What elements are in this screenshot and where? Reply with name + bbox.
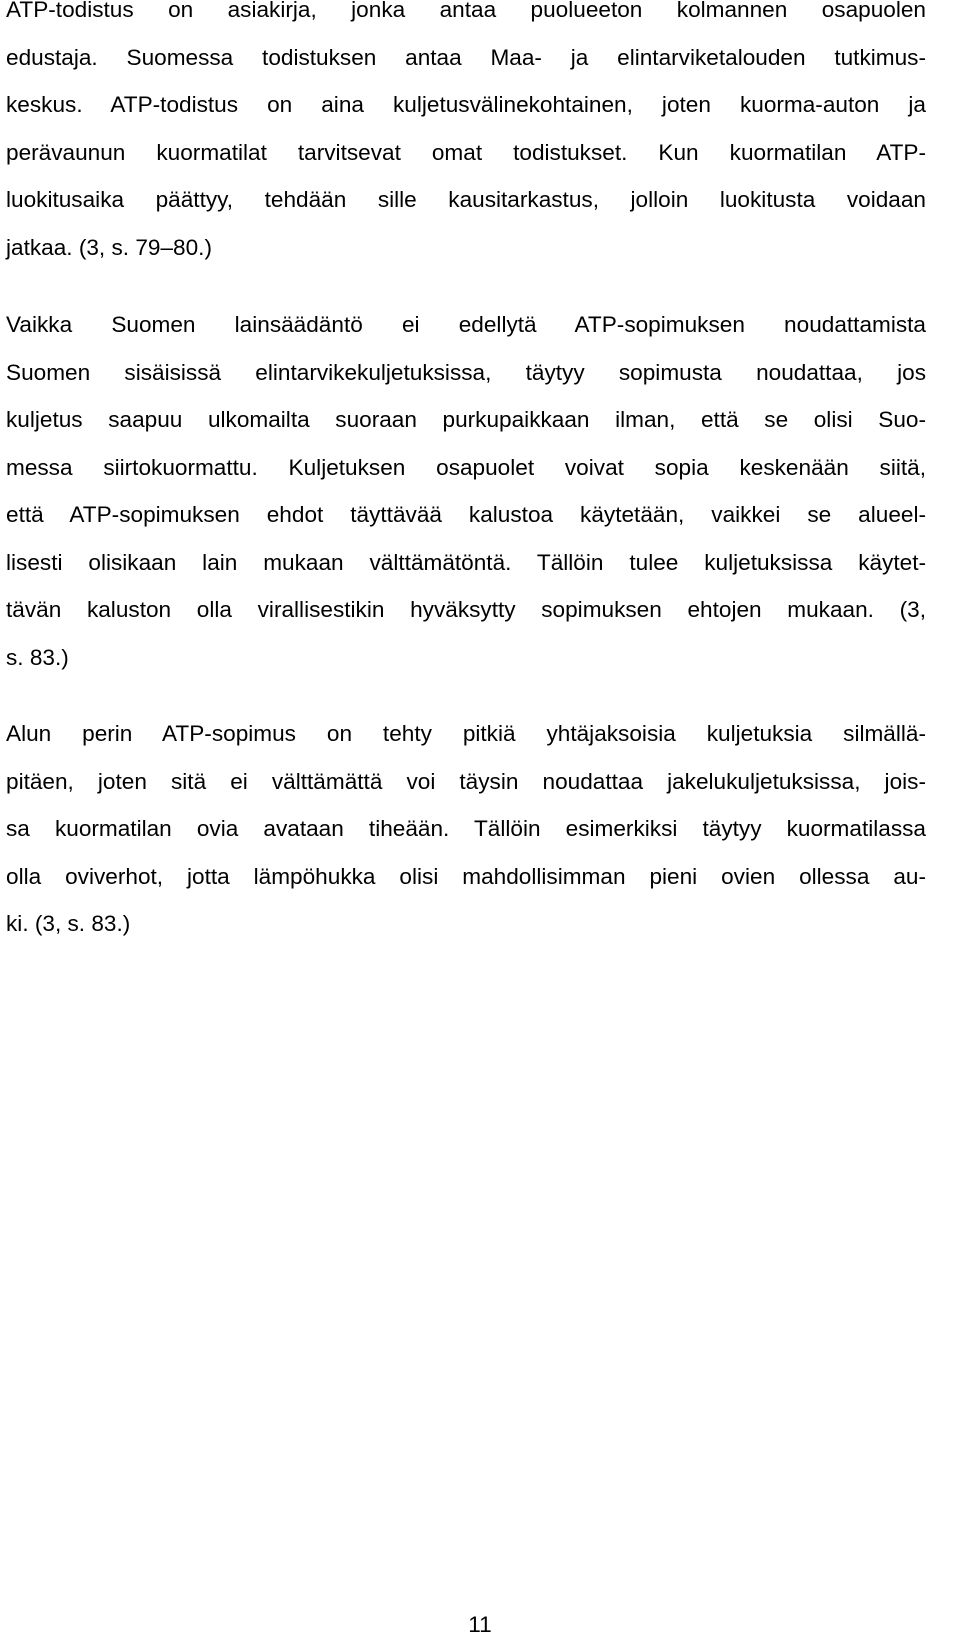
- page-number: 11: [468, 1612, 492, 1637]
- text-line: kuljetus saapuu ulkomailta suoraan purkupaikkaan ilman, että se olisi Suo-: [6, 407, 926, 432]
- text-line: keskus. ATP-todistus on aina kuljetusvälinekohtainen, joten kuorma-auton ja: [6, 92, 926, 117]
- paragraph-finnish-legislation: [6, 301, 926, 681]
- text-line: Alun perin ATP-sopimus on tehty pitkiä yhtäjaksoisia kuljetuksia silmällä-: [6, 721, 926, 746]
- text-line: lisesti olisikaan lain mukaan välttämätöntä. Tällöin tulee kuljetuksissa käytet-: [6, 549, 926, 575]
- text-line: tävän kaluston olla virallisestikin hyväksytty sopimuksen ehtojen mukaan. (3,: [6, 597, 926, 622]
- text-line: ATP-todistus on asiakirja, jonka antaa puolueeton kolmannen osapuolen: [6, 0, 926, 22]
- text-line: edustaja. Suomessa todistuksen antaa Maa- ja elintarviketalouden tutkimus-: [6, 44, 926, 70]
- text-line: että ATP-sopimuksen ehdot täyttävää kalustoa käytetään, vaikkei se alueel-: [6, 502, 926, 527]
- text-line: Suomen sisäisissä elintarvikekuljetuksissa, täytyy sopimusta noudattaa, jos: [6, 359, 926, 385]
- text-line: messa siirtokuormattu. Kuljetuksen osapuolet voivat sopia keskenään siitä,: [6, 454, 926, 480]
- text-line: perävaunun kuormatilat tarvitsevat omat todistukset. Kun kuormatilan ATP-: [6, 139, 926, 165]
- text-line: olla oviverhot, jotta lämpöhukka olisi mahdollisimman pieni ovien ollessa au-: [6, 863, 926, 889]
- text-line: Vaikka Suomen lainsäädäntö ei edellytä ATP-sopimuksen noudattamista: [6, 312, 926, 337]
- text-line: s. 83.): [6, 644, 69, 670]
- paragraph-atp-certificate: [6, 0, 926, 271]
- text-line: ki. (3, s. 83.): [6, 911, 131, 936]
- text-line: luokitusaika päättyy, tehdään sille kausitarkastus, jolloin luokitusta voidaan: [6, 187, 926, 212]
- text-line: pitäen, joten sitä ei välttämättä voi täysin noudattaa jakelukuljetuksissa, jois-: [6, 768, 926, 794]
- text-line: jatkaa. (3, s. 79–80.): [6, 234, 212, 260]
- text-line: sa kuormatilan ovia avataan tiheään. Tällöin esimerkiksi täytyy kuormatilassa: [6, 816, 926, 841]
- paragraph-distribution-transport: [6, 710, 926, 948]
